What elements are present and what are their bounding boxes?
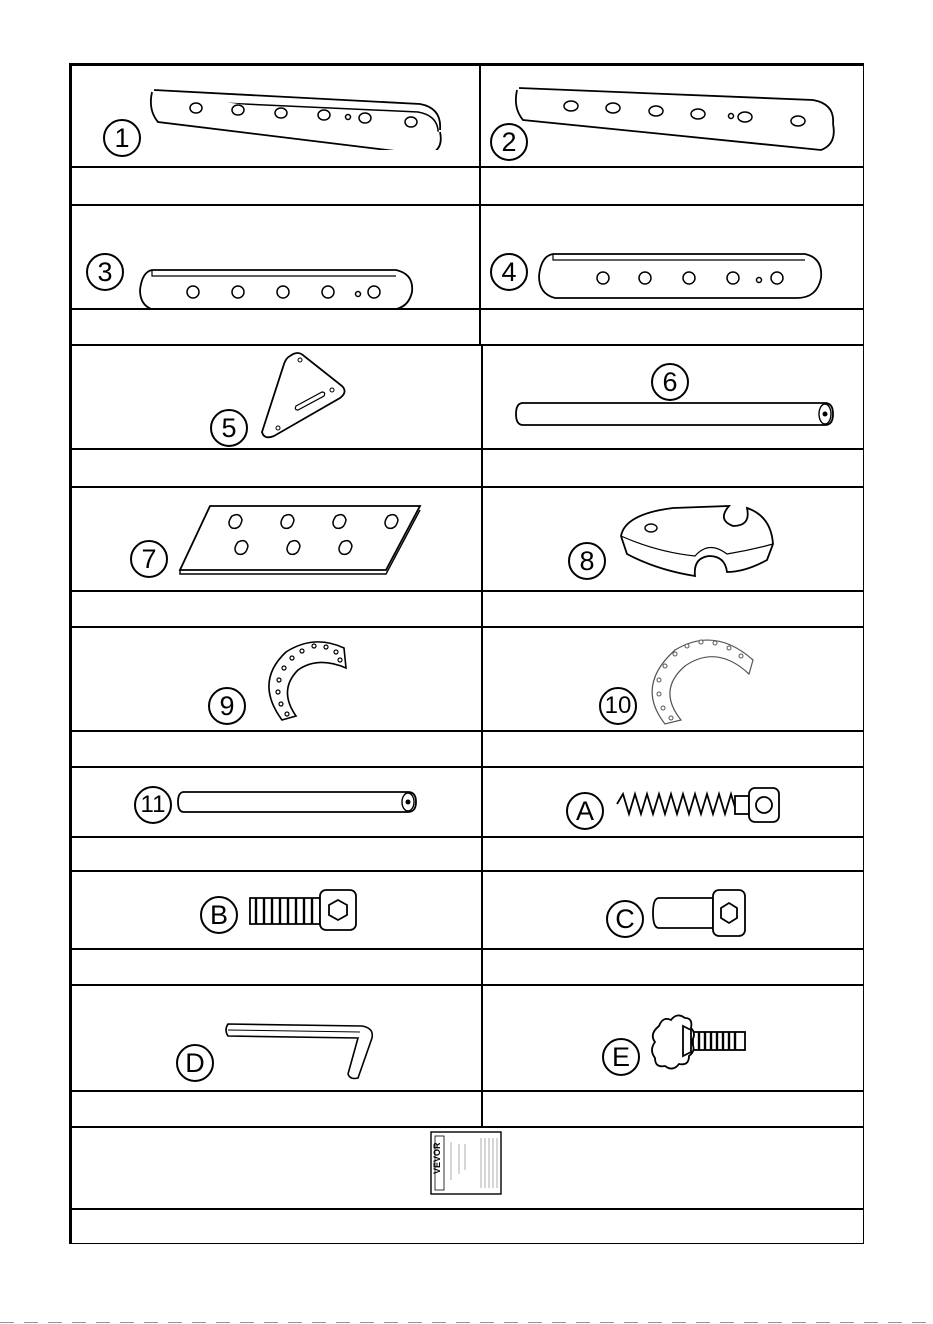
- part-label-1: [71, 167, 480, 205]
- part-cell-7: [71, 487, 482, 591]
- triangle-plate-icon: [254, 350, 354, 442]
- rod-icon: [176, 790, 420, 814]
- part-letter-e: E: [602, 1038, 640, 1076]
- part-number-3: 3: [86, 253, 124, 291]
- part-cell-a: [482, 767, 864, 837]
- screw-icon: [613, 784, 783, 826]
- part-label-4: [480, 309, 864, 345]
- part-label-8: [482, 591, 864, 627]
- rod-icon: [513, 400, 838, 428]
- part-letter-a: A: [566, 792, 604, 830]
- part-label-a: [482, 837, 864, 871]
- part-number-11: 11: [134, 786, 172, 824]
- part-cell-c: [482, 871, 864, 949]
- part-number-7: 7: [130, 540, 168, 578]
- part-label-c: [482, 949, 864, 985]
- part-label-e: [482, 1091, 864, 1127]
- arc-icon: [635, 630, 759, 730]
- part-label-9: [71, 731, 482, 767]
- part-letter-d: D: [176, 1044, 214, 1082]
- knob-icon: [649, 1010, 749, 1074]
- long-bar-icon: [513, 80, 843, 155]
- part-label-3: [71, 309, 480, 345]
- part-number-6: 6: [651, 363, 689, 401]
- parts-list-sheet: [69, 63, 864, 1244]
- part-number-5: 5: [210, 409, 248, 447]
- part-label-2: [480, 167, 864, 205]
- part-number-9: 9: [208, 687, 246, 725]
- part-cell-1: [71, 65, 480, 167]
- long-bar-icon: [148, 80, 448, 150]
- part-number-8: 8: [568, 542, 606, 580]
- part-label-11: [71, 837, 482, 871]
- part-number-10: 10: [599, 687, 637, 725]
- part-cell-d: [71, 985, 482, 1091]
- part-cell-11: [71, 767, 482, 837]
- arc-icon: [252, 630, 352, 730]
- part-cell-5: [71, 345, 482, 449]
- sleeve-icon: [651, 888, 751, 938]
- part-cell-e: [482, 985, 864, 1091]
- part-cell-10: [482, 627, 864, 731]
- part-letter-c: C: [606, 900, 644, 938]
- part-cell-2: [480, 65, 864, 167]
- part-number-1: 1: [103, 119, 141, 157]
- manual-brand: VEVOR: [432, 1142, 442, 1174]
- part-label-b: [71, 949, 482, 985]
- hex-key-icon: [224, 1016, 384, 1082]
- manual-cell: [71, 1127, 864, 1209]
- block-icon: [617, 496, 777, 586]
- part-label-10: [482, 731, 864, 767]
- manual-label: [71, 1209, 864, 1244]
- part-number-4: 4: [490, 253, 528, 291]
- part-cell-6: [482, 345, 864, 449]
- part-label-d: [71, 1091, 482, 1127]
- part-cell-4: [480, 205, 864, 309]
- part-cell-8: [482, 487, 864, 591]
- panel-icon: [176, 502, 426, 578]
- manual-booklet: [429, 1130, 503, 1201]
- part-cell-9: [71, 627, 482, 731]
- part-number-2: 2: [490, 123, 528, 161]
- bar-icon: [537, 250, 827, 304]
- part-cell-b: [71, 871, 482, 949]
- part-letter-b: B: [200, 896, 238, 934]
- bar-icon: [138, 266, 418, 309]
- part-cell-3: [71, 205, 480, 309]
- part-label-6: [482, 449, 864, 487]
- part-label-7: [71, 591, 482, 627]
- bolt-icon: [246, 886, 362, 934]
- part-label-5: [71, 449, 482, 487]
